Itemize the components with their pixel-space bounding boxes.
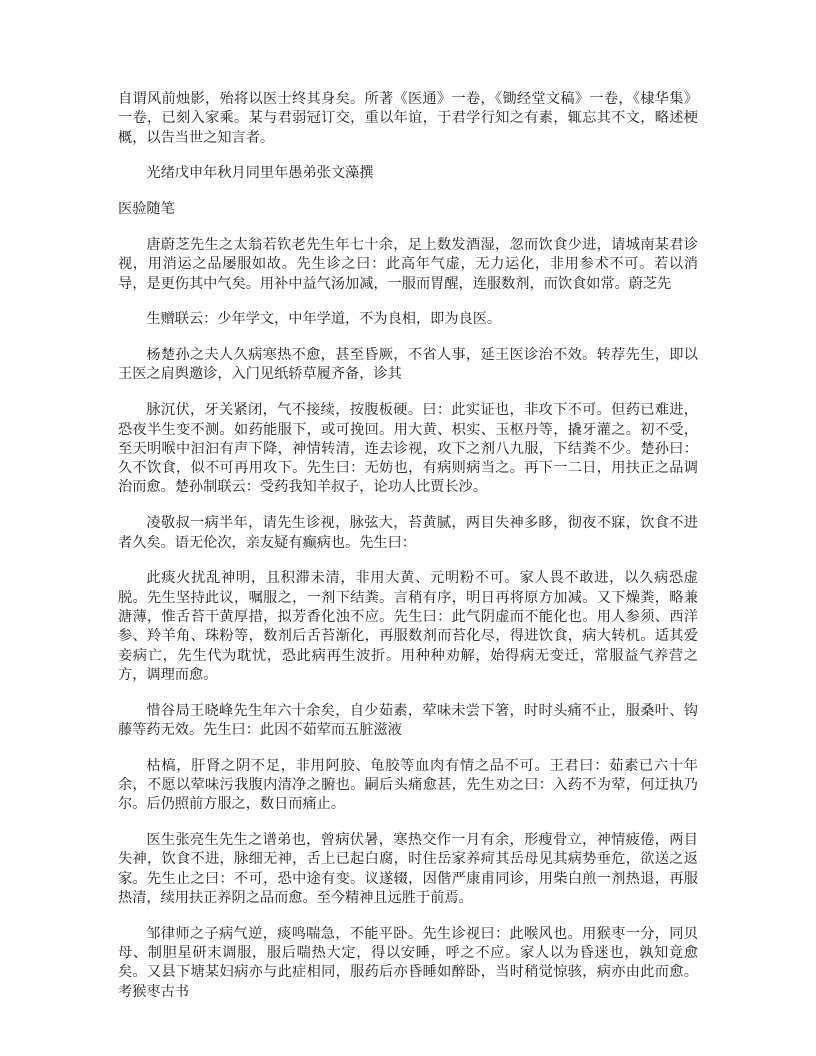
case-paragraph: 医生张亮生先生之谱弟也，曾病伏暑，寒热交作一月有余，形瘦骨立，神情疲倦，两目失神，饮食不进，脉细无神，舌上已起白腐，时住岳家养疴其岳母见其病势垂危，欲送之返家。先生止之曰：不可，恐中途有变。议遂辍，因偕严康甫同诊，用柴白煎一剂热退，再服热清，续用扶正养阴之品而愈。至今精神且远胜于前焉。: [118, 832, 698, 906]
preface-continuation-paragraph: 自谓风前烛影，殆将以医士终其身矣。所著《医通》一卷，《锄经堂文稿》一卷，《棣华集》一卷，已刻入家乘。某与君弱冠订交，重以年谊，于君学行知之有素，辄忘其不文，略述梗概，以告当世之知言者。: [118, 91, 698, 146]
case-paragraph: 凌敬叔一病半年，请先生诊视，脉弦大，苔黄腻，两目失神多眵，彻夜不寐，饮食不进者久矣。语无伦次，亲友疑有癫病也。先生曰：: [118, 515, 698, 551]
section-heading: 医验随笔: [118, 201, 175, 218]
page-text-column: [118, 90, 698, 1018]
case-paragraph: 生赠联云：少年学文，中年学道，不为良相，即为良医。: [146, 311, 502, 328]
case-paragraph: 脉沉伏，牙关紧闭，气不接续，按腹板硬。曰：此实证也，非攻下不可。但药已难进，恐夜半生变不测。如药能服下，或可挽回。用大黄、枳实、玉枢丹等，撬牙灌之。初不受，至天明喉中汩汩有声下降，神情转清，连去诊视，攻下之剂八九服，下结粪不少。楚孙曰：久不饮食，似不可再用攻下。先生曰：无妨也，有病则病当之。再下一二日，用扶正之品调治而愈。楚孙制联云：受药我知羊叔子，论功人比贾长沙。: [118, 402, 698, 496]
case-paragraph: 杨楚孙之夫人久病寒热不愈，甚至昏厥，不省人事，延王医诊治不效。转荐先生，即以王医之肩舆邀诊，入门见纸轿草履齐备，诊其: [118, 347, 698, 383]
case-paragraph: 邹律师之子病气逆，痰鸣喘急，不能平卧。先生诊视曰：此喉风也。用猴枣一分，同贝母、制胆星研末调服，服后喘热大定，得以安睡，呼之不应。家人以为昏迷也，孰知竟愈矣。又县下塘某妇病亦与此症相同，服药后亦昏睡如醉卧，当时稍觉惊骇，病亦由此而愈。考猴枣古书: [118, 925, 698, 1000]
case-paragraph: 枯槁，肝肾之阴不足，非用阿胶、龟胶等血肉有情之品不可。王君曰：茹素已六十年余，不愿以荤味污我腹内清净之腑也。嗣后头痛愈甚，先生劝之曰：入药不为荤，何迂执乃尔。后仍照前方服之，数日而痛止。: [118, 757, 698, 813]
colophon-date-line: 光绪戊申年秋月同里年愚弟张文藻撰: [146, 165, 374, 182]
case-paragraph: 此痰火扰乱神明，且积滞未清，非用大黄、元明粉不可。家人畏不敢进，以久病恐虚脱。先生坚持此议，嘱服之，一剂下结粪。言稍有序，明日再将原方加减。又下燥粪，略兼溏薄，惟舌苔干黄厚措，拟芳香化浊不应。先生曰：此气阴虚而不能化也。用人参须、西洋参、羚羊角、珠粉等，数剂后舌苔渐化，再服数剂而苔化尽，得进饮食，病大转机。适其爱妾病亡，先生代为耽忧，恐此病再生波折。用种种劝解，始得病无变迁，常服益气养营之方，调理而愈。: [118, 570, 698, 683]
case-paragraph: 唐蔚芝先生之太翁若钦老先生年七十余，足上数发酒湿，忽而饮食少进，请城南某君诊视，用消运之品屡服如故。先生诊之曰：此高年气虚，无力运化，非用参术不可。若以消导，是更伤其中气矣。用补中益气汤加减，一服而胃醒，连服数剂，而饮食如常。蔚芝先: [118, 236, 698, 292]
case-paragraph: 惜谷局王晓峰先生年六十余矣，自少茹素，荤味未尝下箸，时时头痛不止，服桑叶、钩藤等药无效。先生曰：此因不茹荤而五脏滋液: [118, 702, 698, 738]
